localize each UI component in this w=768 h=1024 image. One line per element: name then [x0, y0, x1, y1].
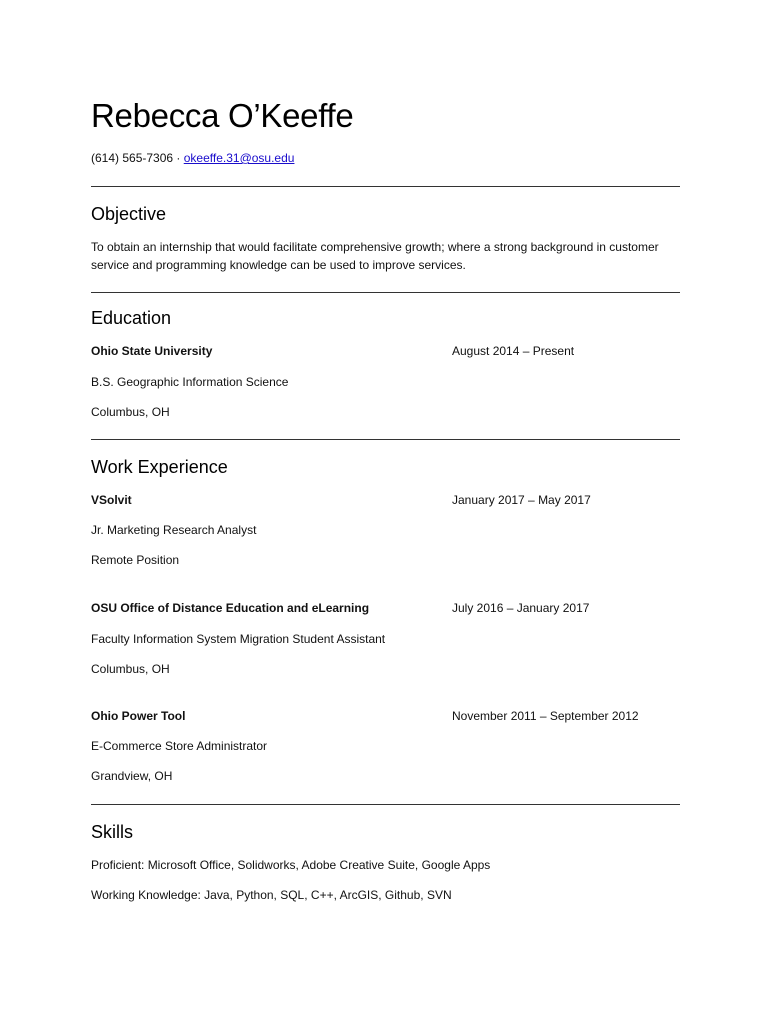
job-company: VSolvit — [91, 493, 132, 507]
job-dates: July 2016 – January 2017 — [452, 601, 590, 615]
education-location: Columbus, OH — [91, 405, 170, 419]
resume-name: Rebecca O’Keeffe — [91, 97, 354, 134]
divider-skills — [91, 804, 680, 805]
contact-line — [91, 150, 294, 166]
job-location: Grandview, OH — [91, 769, 173, 783]
divider-education — [91, 292, 680, 293]
education-degree: B.S. Geographic Information Science — [91, 375, 289, 389]
education-school: Ohio State University — [91, 344, 213, 358]
job-location: Remote Position — [91, 553, 180, 567]
skills-proficient: Proficient: Microsoft Office, Solidworks, Adobe Creative Suite, Google Apps — [91, 858, 491, 872]
job-company: Ohio Power Tool — [91, 709, 186, 723]
divider-objective — [91, 186, 680, 187]
job-role: Jr. Marketing Research Analyst — [91, 523, 257, 537]
divider-work — [91, 439, 680, 440]
section-title-skills: Skills — [91, 822, 134, 842]
phone-number: (614) 565-7306 — [91, 151, 174, 165]
skills-working-knowledge: Working Knowledge: Java, Python, SQL, C++, ArcGIS, Github, SVN — [91, 888, 452, 902]
section-title-education: Education — [91, 308, 172, 328]
section-title-work: Work Experience — [91, 457, 228, 477]
job-role: E-Commerce Store Administrator — [91, 739, 268, 753]
job-company: OSU Office of Distance Education and eLearning — [91, 601, 370, 615]
job-location: Columbus, OH — [91, 662, 170, 676]
job-dates: January 2017 – May 2017 — [452, 493, 591, 507]
resume-page — [91, 0, 681, 1024]
education-dates: August 2014 – Present — [452, 344, 575, 358]
job-dates: November 2011 – September 2012 — [452, 709, 639, 723]
email-link[interactable]: okeeffe.31@osu.edu — [183, 151, 295, 165]
contact-separator: · — [173, 151, 184, 165]
job-role: Faculty Information System Migration Student Assistant — [91, 632, 386, 646]
section-title-objective: Objective — [91, 204, 167, 224]
objective-text: To obtain an internship that would facilitate comprehensive growth; where a strong background in customer service and programming knowledge can be used to improve services. — [91, 240, 659, 272]
